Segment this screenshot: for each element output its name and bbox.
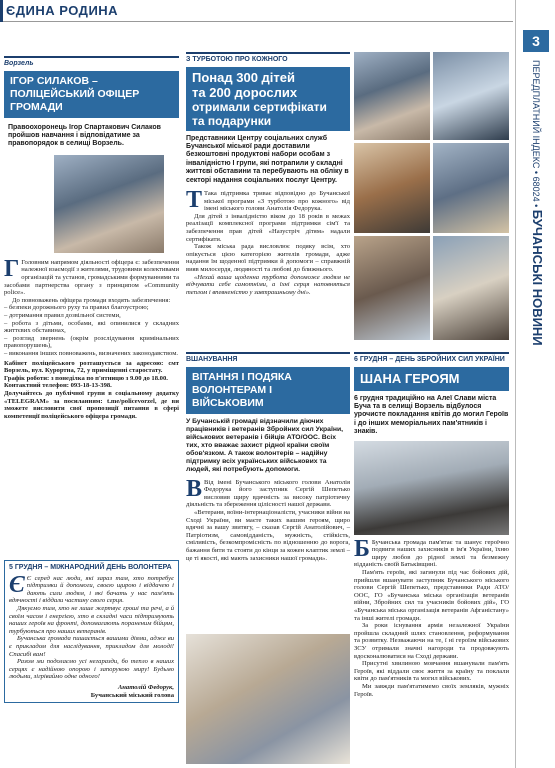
article-quote: «Нехай ваша щоденна турбота допоможе людям не відчувати себе самотніми, а їхні серця наповняться теплом і впевненістю у завтрашньому дні». [186,273,350,296]
article-body: Присутні хвилиною мовчання вшанували пам'ять Героїв, які віддали своє життя за країну та поклали квіти до пам'ятників та могил військових. [354,660,509,683]
article-body: Дякуємо тим, хто не лише жертвує гроші та речі, а й своїм часом і енергією, хто в складні часи підтримують наших героїв на фронті, допомагають пораненим бійцям, турбуються про наших ветеранів. [9,604,174,635]
article-kicker: 6 ГРУДНЯ – ДЕНЬ ЗБРОЙНИХ СИЛ УКРАЇНИ [354,352,509,364]
police-officer-photo [54,155,164,253]
article-lead: 6 грудня традиційно на Алеї Слави міста Буча та в селищі Ворзель відбулося урочисте покладання квітів до могил Героїв і до інших меморіальних пам'ятників і знаків. [354,394,509,436]
article-lead: Представники Центру соціальних служб Бучанської міської ради доставили безкоштовні продуктові набори особам з інвалідністю І групи, які потрапили у складні життєві обставини та перебувають на обліку в секторі надання соціальних послуг Центру. [186,134,349,184]
article-headline: ШАНА ГЕРОЯМ [354,367,509,391]
article-body: Б Бучанська громада пам'ятає та шанує героїчно подвиги наших захисників в ім'я України, їхню щиру любов до рідної землі та безмежну відданість своїй Батьківщині. [354,535,509,569]
article-body: В Від імені Бучанського міського голови Анатолія Федорука його заступник Сергій Шепетько висловив щиру вдячність за високу патріотичну діяльність та збереження цілісності нашої держави. [186,475,350,509]
telegram-group: Долучайтесь до публічної групи в соціальному додатку «TELEGRAM» за посиланням: t.me/policevorzel, де ви зможете висловити свої пропозиції питання в сфері компетенції поліцейського офіцера громади. [4,389,179,420]
page-header [0,0,513,22]
dropcap: Г [4,255,20,282]
article-volunteers-military [186,352,350,562]
section-title: ЄДИНА РОДИНА [6,3,119,18]
list-item: – розгляд звернень (окрім розслідування кримінальних правопорушень), [4,335,179,350]
side-brand-line [530,60,545,346]
page-number: 3 [523,30,549,52]
list-item: – робота з дітьми, особами, які опинилися у складних життєвих обставинах, [4,320,179,335]
side-strip [515,0,555,768]
work-schedule: Графік роботи: з понеділка по п'ятницю з 9.00 до 18.00. [4,374,168,382]
article-kicker: З ТУРБОТОЮ ПРО КОЖНОГО [186,52,350,64]
dropcap: Є [9,571,25,598]
contact-phone: Контактний телефон: 093-18-13-398. [4,382,112,390]
article-body: За роки існування армія незалежної України пройшла складний шлях становлення, реформування та розвитку. Незважаючи на те, ї ні героїзм військових ЗСУ отримали значні нагороди та продовжують вдосконалюватися на Сході держави. [354,622,509,660]
article-kicker: ВШАНУВАННЯ [186,352,350,364]
signature-name: Анатолій Федорук, [117,683,174,691]
article-headline: ВІТАННЯ І ПОДЯКА ВОЛОНТЕРАМ І ВІЙСЬКОВИМ [186,367,350,414]
cabinet-address: Кабінет поліцейського розташується за адресою: смт Ворзель, вул. Курортна, 72, у приміщенні старостату. [4,359,179,375]
article-body: «Ветерани, воїни-інтернаціоналісти, учасники війни на Сході України, ви маєте таких вашим героям, щиро вдячні за вашу звитягу, – сказав Сергій Анатолійович, – Патріотизм, самовідданість, мужність, стійкість, сміливість, безкомпромісність по відношенню до ворога, бажання бити та стояти до кінця за кожен клаптик землі – це ті якості, які мають захисники нашої громади». [186,508,350,562]
article-kicker: 5 ГРУДНЯ – МІЖНАРОДНИЙ ДЕНЬ ВОЛОНТЕРА [9,564,172,571]
duties-intro: До повноважень офіцера громади входять забезпечення: [12,296,171,304]
article-headline: ІГОР СИЛАКОВ – ПОЛІЦЕЙСЬКИЙ ОФІЦЕР ГРОМАДИ [4,71,179,118]
photo [433,143,509,233]
side-text [527,60,547,760]
article-body: Т Така підтримка триває відповідно до Бучанської міської програми «З турботою про кожного» від імені міського голови Анатолія Федорука. [186,187,350,214]
photo [433,236,509,340]
article-body: Пам'ять героїв, які загинули під час бойових дій, прийшли вшанувати заступник Бучанського міського голови Сергій Шепетько, представники Ради АТО/ООС, ГО «Бучанська міська організація ветеранів війни, Збройних сил та учасників бойових дій», ГО «Бучанська міська організація ветеранів Афганістану» та інші жителі громади. [354,569,509,622]
list-item: – безпеки дорожнього руху та правил благоустрою; [4,304,179,312]
photo [354,52,430,140]
subscription-index: ПЕРЕДПЛАТНИЙ ІНДЕКС • 68024 • [531,60,541,208]
article-police-officer [4,56,179,420]
article-certificates [186,52,350,296]
ceremony-photo [354,441,509,535]
article-volunteer-day [4,560,179,703]
awards-photo [186,634,350,764]
article-body: Г Головним напрямом діяльності офіцера є: забезпечення належної взаємодії з жителями, трудовими колективами організацій та установ, громадськими формуваннями та засобами партнерства органу з принципом «Community police». [4,255,179,297]
list-item: – дотримання правил дозвільної системи, [4,312,179,320]
photo [433,52,509,140]
signature-role: Бучанський міський голова [90,691,174,699]
article-location: Ворзель [4,56,179,68]
dropcap: Б [354,535,370,562]
article-headline: Понад 300 дітей та 200 дорослих отримали сертифікати та подарунки [186,67,350,131]
newspaper-brand: БУЧАНСЬКІ НОВИНИ [530,209,545,346]
article-body: Разом ми подолаємо усі негаразди, бо тепло в наших серцях є надійною опорою і запорукою миру! Будьмо людьми, зігріваймо одне одного! [9,658,174,681]
duties-list [4,304,179,357]
article-honoring-heroes [354,352,509,698]
article-body: Ми завжди пам'ятатимемо своїх земляків, мужніх Героїв. [354,682,509,698]
dropcap: Т [186,187,203,214]
article-lead: Правоохоронець Ігор Спартакович Силаков пройшов навчання і відповідатиме за правопорядок в селищі Ворзель. [8,123,161,148]
article-lead: У Бучанській громаді відзначили діючих працівників і ветеранів Збройних сил України, військових ветеранів і бійців АТО/ООС. Всіх тих, хто вважає захист рідної країни своїм обов'язком. А також волонтерів – надійну підтримку всіх українських військових та людей, які потребують допомоги. [186,417,344,473]
dropcap: В [186,475,203,502]
certificates-photo-collage [354,52,509,342]
article-body: Для дітей з інвалідністю віком до 18 років в межах реалізації комплексної програми підтримки сім'ї та забезпечення прав дітей «Назустріч дітям» надали сертифікати. [186,212,350,243]
article-body: Бучанська громада пишається вашими діями, адже ви є прикладом для наслідування, прикладом для молоді! Спасибі вам! [9,635,174,658]
photo [354,143,430,233]
photo [354,236,430,340]
article-body: Є Є серед нас люди, які зараз там, хто потребує підтримки й допомоги, своєю щирою і віддачею і дають сили людям, і які бачать у нас пам'ять вдячності і віддали частину свого серця. [9,571,174,605]
list-item: – виконання інших повноважень, визначених законодавством. [4,350,179,358]
article-body: Також міська рада висловлює подяку всім, хто опікується цією категорією жителів громади, адже надання їм щоденної підтримки й допомоги – справжній вияв милосердя, людяності та любові до ближнього. [186,243,350,273]
